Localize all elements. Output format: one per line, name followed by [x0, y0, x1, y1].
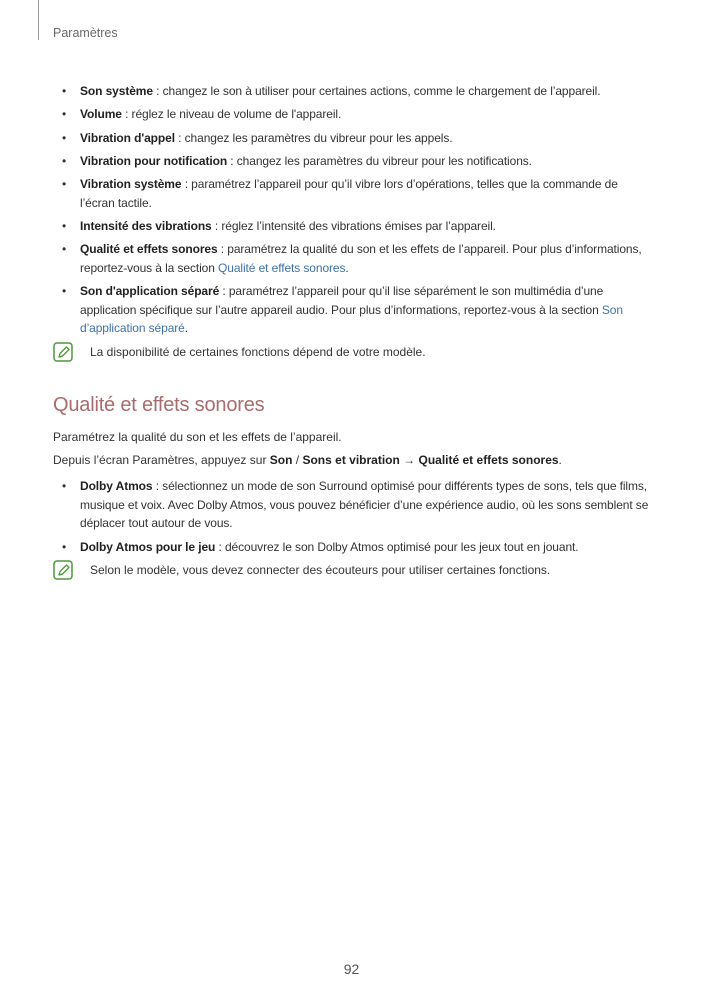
item-term: Dolby Atmos pour le jeu — [80, 539, 216, 554]
list-item — [53, 477, 653, 533]
note-text: La disponibilité de certaines fonctions dépend de votre modèle. — [90, 345, 426, 359]
item-term: Dolby Atmos — [80, 479, 153, 493]
list-item — [53, 129, 653, 148]
note — [53, 342, 653, 364]
list-item — [53, 282, 653, 338]
path-arrow: → — [399, 453, 419, 467]
item-term: Vibration pour notification — [80, 153, 228, 168]
path-end: . — [558, 453, 562, 467]
item-text: : paramétrez la qualité du son et les effets de l’appareil. Pour plus d’informations, reportez-vous à la section — [80, 242, 642, 275]
list-item — [53, 152, 653, 171]
navigation-path — [53, 453, 562, 467]
link-quality-sound[interactable]: Qualité et effets sonores — [218, 260, 346, 275]
item-text: : changez les paramètres du vibreur pour les appels. — [174, 130, 453, 145]
item-term: Intensité des vibrations — [80, 218, 212, 233]
item-term: Volume — [80, 107, 122, 122]
dolby-list — [53, 477, 653, 561]
path-separator: / — [292, 453, 303, 467]
settings-list — [53, 82, 653, 342]
link-separate-app-sound[interactable]: Son d’application séparé — [80, 302, 623, 336]
path-quality: Qualité et effets sonores — [418, 453, 559, 467]
path-prefix: Depuis l’écran Paramètres, appuyez sur — [53, 453, 270, 467]
header-rule — [38, 0, 39, 40]
list-item — [53, 105, 653, 124]
note — [53, 560, 653, 582]
section-title: Qualité et effets sonores — [53, 394, 265, 416]
path-sons-vibration: Sons et vibration — [302, 453, 400, 467]
item-term: Son système — [80, 84, 153, 98]
note-text: Selon le modèle, vous devez connecter des écouteurs pour utiliser certaines fonctions. — [90, 563, 551, 577]
list-item — [53, 175, 653, 212]
item-text: : réglez le niveau de volume de l'appareil. — [121, 107, 342, 122]
note-icon — [53, 342, 73, 362]
item-text: : découvrez le son Dolby Atmos optimisé pour les jeux tout en jouant. — [215, 539, 579, 554]
list-item — [53, 538, 653, 557]
section-intro: Paramétrez la qualité du son et les effets de l’appareil. — [53, 430, 342, 444]
item-text: : réglez l’intensité des vibrations émises par l’appareil. — [211, 218, 496, 233]
item-text: : changez le son à utiliser pour certaines actions, comme le chargement de l’appareil. — [152, 84, 601, 98]
item-text: : paramétrez l’appareil pour qu’il vibre lors d’opérations, telles que la commande de l’écran tactile. — [80, 177, 618, 210]
header-title: Paramètres — [53, 26, 118, 40]
page-number: 92 — [343, 961, 360, 977]
item-term: Son d'application séparé — [80, 284, 220, 299]
item-text: : sélectionnez un mode de son Surround optimisé pour différents types de sons, tels que films, musique et voix. Avec Dolby Atmos, vous pouvez bénéficier d’une expérience audio, où les sons semblent se déplacer tout autour de vous. — [80, 479, 649, 530]
item-text: : paramétrez l’appareil pour qu’il lise séparément le son multimédia d’une application spécifique sur l’autre appareil audio. Pour plus d’informations, reportez-vous à la section — [80, 284, 604, 317]
item-text-end: . — [345, 260, 349, 275]
note-icon — [53, 560, 73, 580]
list-item — [53, 82, 653, 101]
list-item — [53, 240, 653, 277]
path-son: Son — [269, 453, 293, 467]
item-text-end: . — [184, 321, 188, 336]
list-item — [53, 217, 653, 236]
item-term: Vibration système — [80, 177, 182, 192]
item-term: Qualité et effets sonores — [80, 242, 218, 257]
item-term: Vibration d'appel — [80, 130, 175, 145]
item-text: : changez les paramètres du vibreur pour les notifications. — [227, 153, 532, 168]
